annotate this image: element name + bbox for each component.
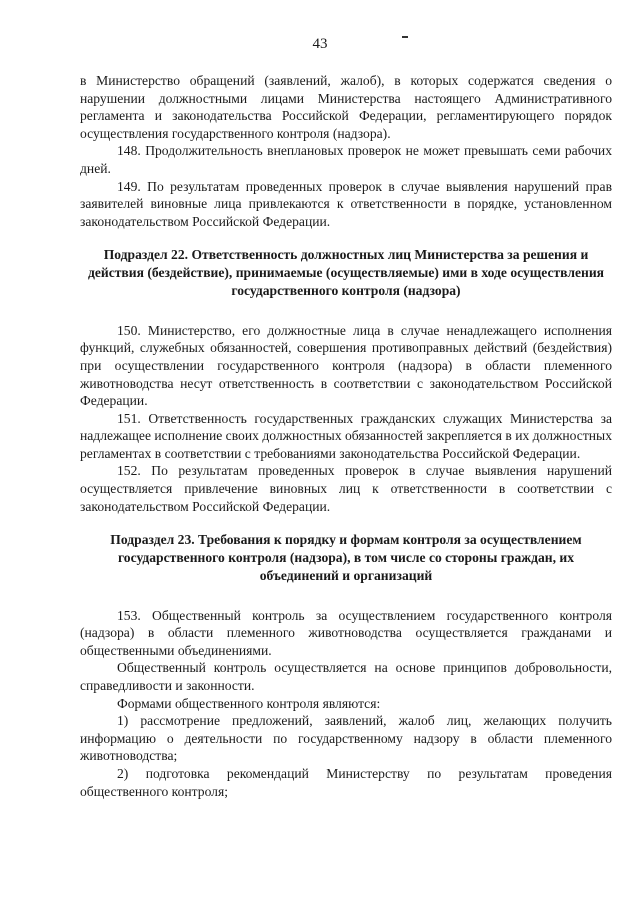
heading-subsection-22: Подраздел 22. Ответственность должностных лиц Министерства за решения и действия (бездействие), принимаемые (осуществляемые) ими в ходе осуществления государственного контроля (надзора): [87, 247, 605, 298]
document-body: [80, 72, 612, 800]
paragraph-continuation: в Министерство обращений (заявлений, жалоб), в которых содержатся сведения о нарушении должностными лицами Министерства настоящего Административного регламента и законодательства Российской Федерации, регламентирующего порядок осуществления государственного контроля (надзора).: [80, 73, 612, 141]
paragraph-principles: Общественный контроль осуществляется на основе принципов добровольности, справедливости и законности.: [80, 660, 612, 694]
list-item-1: 1) рассмотрение предложений, заявлений, жалоб лиц, желающих получить информацию о деятельности по государственному надзору в области племенного животноводства;: [80, 713, 612, 764]
paragraph-151: 151. Ответственность государственных гражданских служащих Министерства за надлежащее исполнение своих должностных обязанностей закрепляется в их должностных регламентах в соответствии с требованиями законодательства Российской Федерации.: [80, 410, 612, 461]
paragraph-150: 150. Министерство, его должностные лица в случае ненадлежащего исполнения функций, служебных обязанностей, совершения противоправных действий (бездействия) при осуществлении государственного контроля (надзора) в области племенного животноводства несут ответственность в соответствии с законодательством Российской Федерации.: [80, 322, 612, 409]
list-item-2: 2) подготовка рекомендаций Министерству по результатам проведения общественного контроля;: [80, 766, 612, 799]
page-number: 43: [312, 36, 328, 52]
paragraph-152: 152. По результатам проведенных проверок в случае выявления нарушений осуществляется привлечение виновных лиц к ответственности в соответствии с законодательством Российской Федерации.: [80, 463, 612, 514]
paragraph-153: 153. Общественный контроль за осуществлением государственного контроля (надзора) в области племенного животноводства осуществляется гражданами и общественными объединениями.: [80, 607, 612, 658]
scan-mark: [402, 36, 408, 38]
paragraph-148: 148. Продолжительность внеплановых проверок не может превышать семи рабочих дней.: [80, 143, 612, 176]
paragraph-149: 149. По результатам проведенных проверок в случае выявления нарушений прав заявителей виновные лица привлекаются к ответственности в порядке, установленном законодательством Российской Федерации.: [80, 178, 612, 229]
paragraph-forms-intro: Формами общественного контроля являются:: [117, 695, 381, 711]
heading-subsection-23: Подраздел 23. Требования к порядку и формам контроля за осуществлением государственного контроля (надзора), в том числе со стороны граждан, их объединений и организаций: [110, 532, 582, 583]
